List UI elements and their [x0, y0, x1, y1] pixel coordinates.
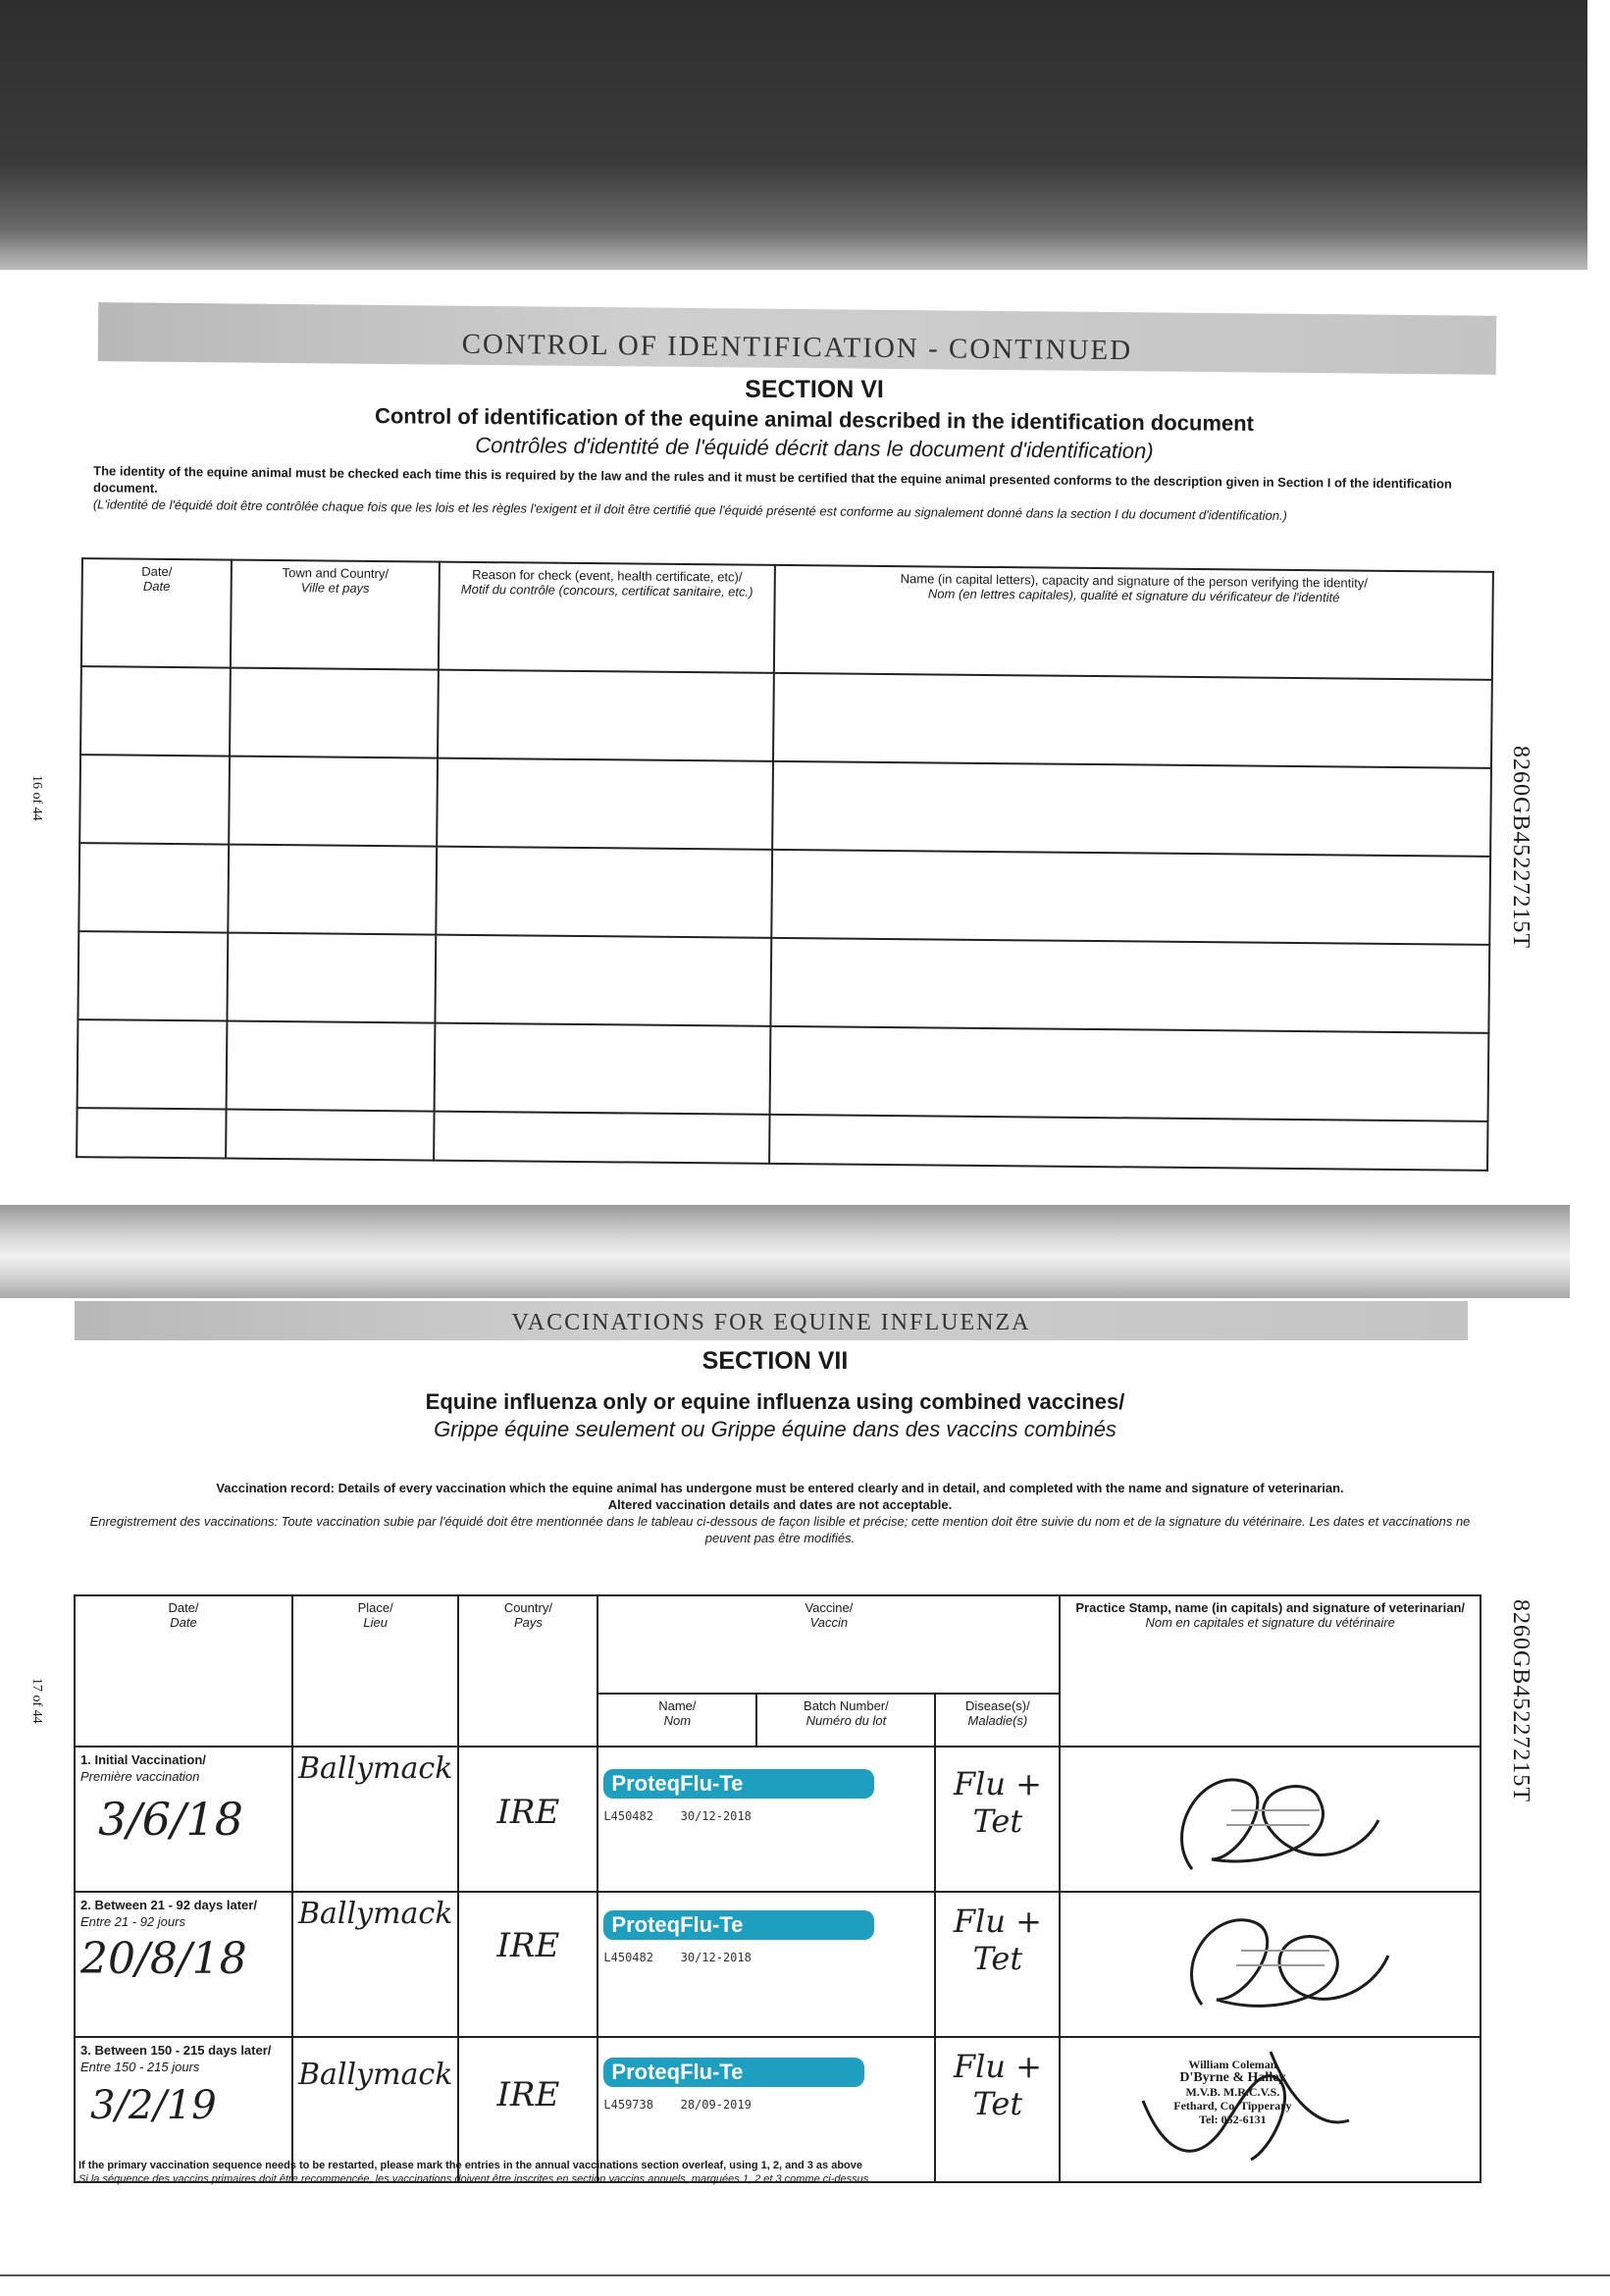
page-number-16: 16 of 44 [29, 775, 44, 821]
row2-exp: 30/12-2018 [680, 1951, 752, 1964]
cell[interactable] [769, 1115, 1487, 1171]
row3-disease-1: Flu + [953, 2048, 1042, 2085]
row3-disease-2: Tet [972, 2085, 1023, 2122]
vheader-disease-fr: Maladie(s) [967, 1713, 1028, 1728]
identity-row [78, 931, 1489, 1033]
footnote-fr: Si la séquence des vaccins primaires doit être recommencée, les vaccinations doivent être inscrites en section vaccins annuels, marquées 1, 2 et 3 comme ci-dessus [78, 2173, 869, 2185]
vheader-stamp-fr: Nom en capitales et signature du vétérinaire [1145, 1615, 1395, 1630]
row1-date-cell[interactable] [75, 1747, 292, 1892]
cell[interactable] [438, 670, 774, 761]
vheader-date [75, 1595, 292, 1747]
row3-label-en: 3. Between 150 - 215 days later/ [80, 2043, 272, 2058]
header-date-en: Date/ [141, 563, 173, 579]
row1-place-cell[interactable] [292, 1747, 458, 1892]
row2-date: 20/8/18 [80, 1934, 247, 1984]
section7-record-text [83, 1480, 1477, 1546]
row1-disease-1: Flu + [953, 1765, 1042, 1802]
footnote-en: If the primary vaccination sequence needs to be restarted, please mark the entries in the annual vaccinations section overleaf, using 1, 2, and 3 as above [78, 2160, 863, 2171]
identity-row [78, 1019, 1489, 1122]
vheader-name [597, 1694, 756, 1747]
row2-country-cell[interactable] [458, 1892, 597, 2037]
row2-vaccine-sticker: ProteqFlu-Te [603, 1910, 874, 1940]
section6-banner: CONTROL OF IDENTIFICATION - CONTINUED [98, 302, 1497, 375]
identity-row [80, 666, 1492, 768]
vheader-country [458, 1595, 597, 1747]
vheader-stamp-en: Practice Stamp, name (in capitals) and signature of veterinarian/ [1075, 1600, 1465, 1615]
cell[interactable] [772, 761, 1491, 857]
bottom-page-edge [0, 2274, 1610, 2276]
row1-disease-2: Tet [972, 1802, 1023, 1840]
cell[interactable] [229, 757, 438, 847]
cell[interactable] [435, 1023, 771, 1115]
cell[interactable] [436, 847, 772, 938]
cell[interactable] [773, 673, 1492, 768]
cell[interactable] [227, 933, 436, 1023]
identity-row [78, 843, 1490, 945]
header-reason-fr: Motif du contrôle (concours, certificat sanitaire, etc.) [460, 581, 753, 600]
cell[interactable] [228, 845, 437, 935]
cell[interactable] [79, 755, 230, 844]
header-date [81, 558, 232, 667]
section6-intro-en: The identity of the equine animal must be checked each time this is required by the law and the rules and it must be certified that the equine animal presented conforms to the description given in Section I of the identification document. [92, 463, 1452, 496]
row1-vaccine-cell[interactable] [597, 1747, 935, 1892]
vheader-name-fr: Nom [663, 1713, 692, 1728]
row1-country: IRE [496, 1793, 560, 1832]
section6-intro-fr: (L'identité de l'équidé doit être contrôlée chaque fois que les lois et les règles l'exigent et il doit être certifié que l'équidé présenté est conforme au signalement donné dans la section I du document d'identification.) [92, 496, 1287, 523]
row2-label-fr: Entre 21 - 92 jours [80, 1914, 185, 1929]
row1-stamp-cell[interactable] [1060, 1747, 1480, 1892]
vheader-batch [756, 1694, 935, 1747]
vheader-place-en: Place/ [357, 1600, 393, 1615]
vheader-country-fr: Pays [513, 1615, 543, 1630]
row1-country-cell[interactable] [458, 1747, 597, 1892]
row3-batch: L459738 [603, 2098, 653, 2112]
identity-row [79, 755, 1491, 857]
header-reason [439, 562, 775, 673]
vheader-batch-en: Batch Number/ [804, 1698, 889, 1713]
cell[interactable] [227, 1021, 436, 1112]
row3-date: 3/2/19 [90, 2083, 217, 2128]
cell[interactable] [78, 931, 228, 1020]
vheader-disease [935, 1694, 1060, 1747]
row3-country: IRE [496, 2075, 560, 2114]
section7-record-fr: Enregistrement des vaccinations: Toute vaccination subie par l'équidé doit être mentionnée dans le tableau ci-dessous de façon lisible et précise; cette mention doit être suivie du nom et de la signature du vétérinaire. Les dates et vaccinations ne peuvent pas être modifiés. [89, 1514, 1471, 1545]
vaccination-row-1 [75, 1747, 1480, 1892]
cell[interactable] [80, 666, 231, 756]
vheader-name-en: Name/ [658, 1698, 697, 1713]
header-reason-en: Reason for check (event, health certificate, etc)/ [472, 566, 743, 585]
row1-vaccine-sticker: ProteqFlu-Te [603, 1769, 874, 1799]
row3-label-fr: Entre 150 - 215 jours [80, 2060, 200, 2074]
cell[interactable] [771, 850, 1490, 945]
row2-vaccine-cell[interactable] [597, 1892, 935, 2037]
stamp-phone: Tel: 052-6131 [1199, 2113, 1267, 2126]
vaccination-row-2 [75, 1892, 1480, 2037]
cell[interactable] [226, 1110, 434, 1161]
row2-signature-icon [1123, 1897, 1418, 2029]
header-verifier-en: Name (in capital letters), capacity and signature of the person verifying the identity/ [900, 571, 1368, 591]
cell[interactable] [230, 668, 439, 758]
header-town-en: Town and Country/ [282, 565, 390, 582]
section7-heading-fr: Grippe équine seulement ou Grippe équine dans des vaccins combinés [434, 1417, 1117, 1441]
header-verifier-fr: Nom (en lettres capitales), qualité et signature du vérificateur de l'identité [927, 586, 1340, 605]
section7-banner: VACCINATIONS FOR EQUINE INFLUENZA [75, 1301, 1468, 1340]
section6-title: SECTION VI [745, 376, 884, 403]
page-number-17: 17 of 44 [29, 1678, 44, 1724]
section7-record-en-2: Altered vaccination details and dates are not acceptable. [607, 1497, 953, 1512]
stamp-quals: M.V.B. M.R.C.V.S. [1185, 2085, 1280, 2099]
row2-disease-2: Tet [972, 1940, 1023, 1977]
vheader-vaccine-en: Vaccine/ [805, 1600, 854, 1615]
row3-vaccine-sticker: ProteqFlu-Te [603, 2058, 864, 2087]
section7-record-en-1: Vaccination record: Details of every vaccination which the equine animal has undergone must be entered clearly and in detail, and completed with the name and signature of veterinarian. [216, 1481, 1344, 1495]
row3-signature-icon [1123, 2042, 1418, 2174]
cell[interactable] [770, 938, 1489, 1033]
cell[interactable] [770, 1026, 1489, 1122]
vheader-date-en: Date/ [168, 1600, 199, 1615]
vheader-batch-fr: Numéro du lot [805, 1713, 887, 1728]
vheader-place-fr: Lieu [363, 1615, 388, 1630]
cell[interactable] [437, 758, 773, 850]
row2-disease-cell[interactable] [935, 1892, 1060, 2037]
identity-check-table [76, 557, 1494, 1172]
identity-header-row [81, 558, 1493, 680]
vaccination-table [74, 1594, 1481, 2183]
vheader-place [292, 1595, 458, 1747]
cell[interactable] [77, 1108, 226, 1158]
stamp-name: William Coleman [1188, 2058, 1277, 2071]
row1-place: Ballymack [298, 1751, 453, 1786]
row1-label-en: 1. Initial Vaccination/ [80, 1752, 206, 1767]
section6-intro [93, 462, 1467, 525]
page-fold-shadow [0, 1205, 1570, 1298]
row3-exp: 28/09-2019 [680, 2098, 752, 2112]
row2-country: IRE [496, 1926, 560, 1965]
row2-stamp-cell[interactable] [1060, 1892, 1480, 2037]
cell[interactable] [434, 1112, 769, 1164]
header-town-fr: Ville et pays [300, 580, 370, 596]
section7-title: SECTION VII [701, 1347, 849, 1375]
vaccine-header-row [75, 1595, 1480, 1694]
header-date-fr: Date [142, 578, 171, 594]
cell[interactable] [78, 843, 229, 932]
stamp-town: Fethard, Co. Tipperary [1173, 2099, 1292, 2113]
row1-label-fr: Première vaccination [80, 1769, 200, 1784]
vheader-country-en: Country/ [503, 1600, 552, 1615]
row2-batch: L450482 [603, 1951, 653, 1964]
vheader-date-fr: Date [170, 1615, 197, 1630]
row1-disease-cell[interactable] [935, 1747, 1060, 1892]
vheader-stamp [1060, 1595, 1480, 1747]
section7-footnote [78, 2159, 1354, 2186]
side-code-bottom: 8260GB45227215T [1508, 1599, 1533, 1802]
row2-disease-1: Flu + [953, 1903, 1042, 1940]
row2-label-en: 2. Between 21 - 92 days later/ [80, 1898, 257, 1912]
row1-exp: 30/12-2018 [680, 1809, 752, 1823]
row2-place: Ballymack [298, 1897, 453, 1931]
row2-place-cell[interactable] [292, 1892, 458, 2037]
cell[interactable] [435, 935, 771, 1026]
header-verifier [774, 565, 1493, 680]
cell[interactable] [78, 1019, 228, 1109]
side-code-top: 8260GB45227215T [1508, 746, 1533, 949]
section7-heading-en: Equine influenza only or equine influenza using combined vaccines/ [425, 1389, 1125, 1414]
section6-heading-en: Control of identification of the equine animal described in the identification document [374, 403, 1255, 436]
header-town [231, 560, 440, 670]
section6-heading-fr: Contrôles d'identité de l'équidé décrit dans le document d'identification) [475, 432, 1154, 464]
stamp-practice: D'Byrne & Halley [1179, 2070, 1286, 2085]
row3-place: Ballymack [298, 2058, 453, 2092]
row1-batch: L450482 [603, 1809, 653, 1823]
vheader-disease-en: Disease(s)/ [965, 1698, 1030, 1713]
vheader-vaccine [597, 1595, 1060, 1694]
row1-signature-icon [1123, 1751, 1418, 1884]
vheader-vaccine-fr: Vaccin [809, 1615, 849, 1630]
row1-date: 3/6/18 [98, 1793, 244, 1846]
row2-date-cell[interactable] [75, 1892, 292, 2037]
scan-dark-top-band [0, 0, 1587, 270]
